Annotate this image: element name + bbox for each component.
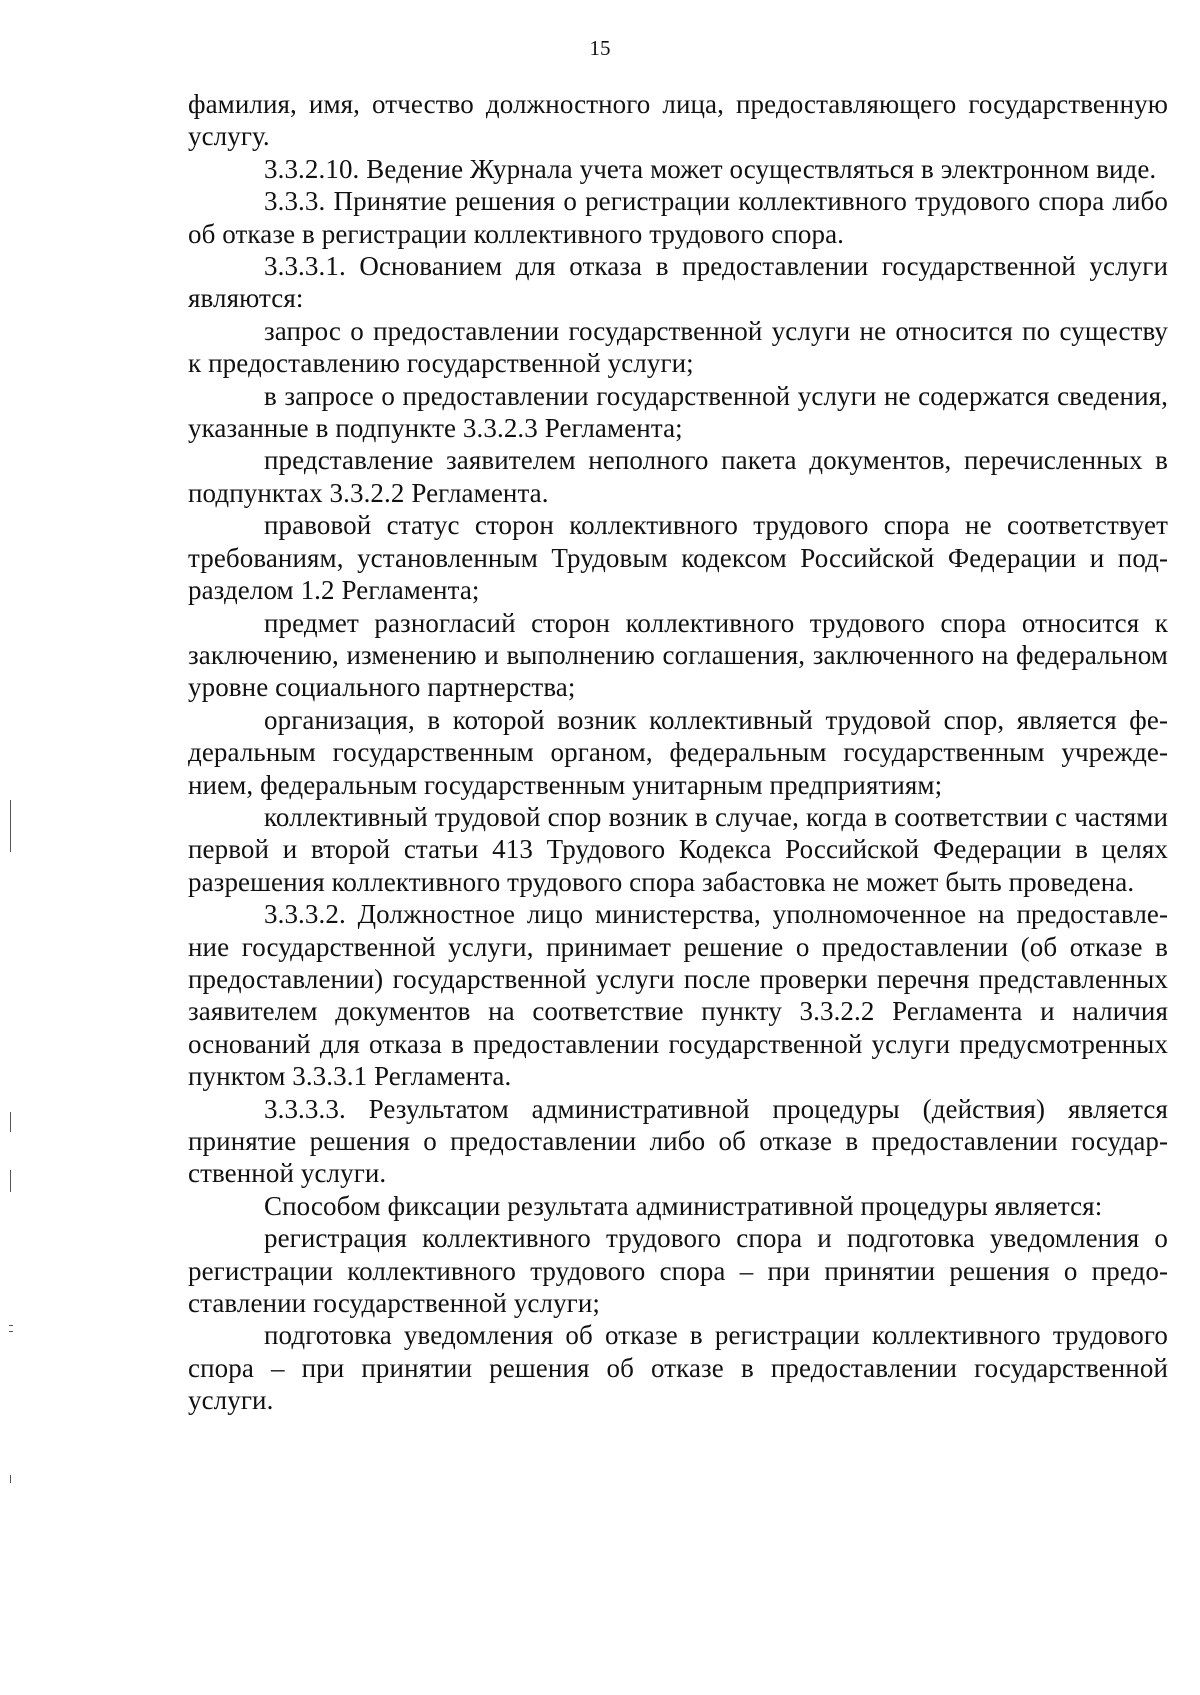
list-item-refusal-6: организация, в которой возник коллективный трудовой спор, является федеральным государственным органом, федеральным государственным учреждением, федеральным государственным унитарным предприятиям; — [188, 704, 1168, 800]
scan-mark — [9, 1331, 13, 1332]
list-item-fixation-1: регистрация коллективного трудового спора и подготовка уведомления о регистрации коллективного трудового спора – при принятии решения о предоставлении государственной услуги; — [188, 1223, 1168, 1319]
scan-mark — [10, 1170, 11, 1192]
list-item-refusal-3: представление заявителем неполного пакета документов, перечисленных в подпунктах 3.3.2.2 Регламента. — [188, 445, 1168, 508]
paragraph-fixation-method: Способом фиксации результата административной процедуры является: — [264, 1190, 1103, 1221]
list-item-refusal-7: коллективный трудовой спор возник в случае, когда в соответствии с частями первой и второй статьи 413 Трудового Кодекса Российской Федерации в целях разрешения коллективного трудового спора забастовка не может быть проведена. — [188, 801, 1168, 897]
paragraph-3-3-3: 3.3.3. Принятие решения о регистрации коллективного трудового спора либо об отказе в регистрации коллективного трудового спора. — [188, 186, 1168, 249]
scan-mark — [10, 1112, 11, 1132]
scan-mark — [9, 1325, 13, 1326]
scan-mark — [10, 1475, 11, 1483]
paragraph-3-3-3-2: 3.3.3.2. Должностное лицо министерства, уполномоченное на предоставление государственной услуги, принимает решение о предоставлении (об отказе в предоставлении) государственной услуги после проверки перечня представленных заявителем документов на соответствие пункту 3.3.2.2 Регламента и наличия оснований для отказа в предоставлении государственной услуги предусмотренных пунктом 3.3.3.1 Регламента. — [188, 899, 1168, 1092]
list-item-refusal-1: запрос о предоставлении государственной услуги не относится по существу к предоставлению государственной услуги; — [188, 315, 1168, 379]
list-item-refusal-2: в запросе о предоставлении государственной услуги не содержатся сведения, указанные в подпункте 3.3.2.3 Регламента; — [188, 380, 1168, 444]
paragraph-continuation: фамилия, имя, отчество должностного лица, предоставляющего государственную услугу. — [188, 89, 1168, 152]
document-body — [188, 88, 1168, 1417]
page-number: 15 — [589, 36, 611, 60]
paragraph-3-3-3-1: 3.3.3.1. Основанием для отказа в предоставлении государственной услуги являются: — [188, 251, 1168, 314]
list-item-refusal-5: предмет разногласий сторон коллективного трудового спора относится к заключению, изменению и выполнению соглашения, заключенного на федеральном уровне социального партнерства; — [188, 607, 1168, 703]
paragraph-3-3-3-3: 3.3.3.3. Результатом административной процедуры (действия) является принятие решения о предоставлении либо об отказе в предоставлении государственной услуги. — [188, 1093, 1168, 1189]
scan-mark — [10, 800, 11, 852]
list-item-fixation-2: подготовка уведомления об отказе в регистрации коллективного трудового спора – при принятии решения об отказе в предоставлении государственной услуги. — [188, 1320, 1168, 1416]
paragraph-3-3-2-10: 3.3.2.10. Ведение Журнала учета может осуществляться в электронном виде. — [264, 153, 1157, 184]
list-item-refusal-4: правовой статус сторон коллективного трудового спора не соответствует требованиям, установленным Трудовым кодексом Российской Федерации и подразделом 1.2 Регламента; — [188, 510, 1168, 606]
